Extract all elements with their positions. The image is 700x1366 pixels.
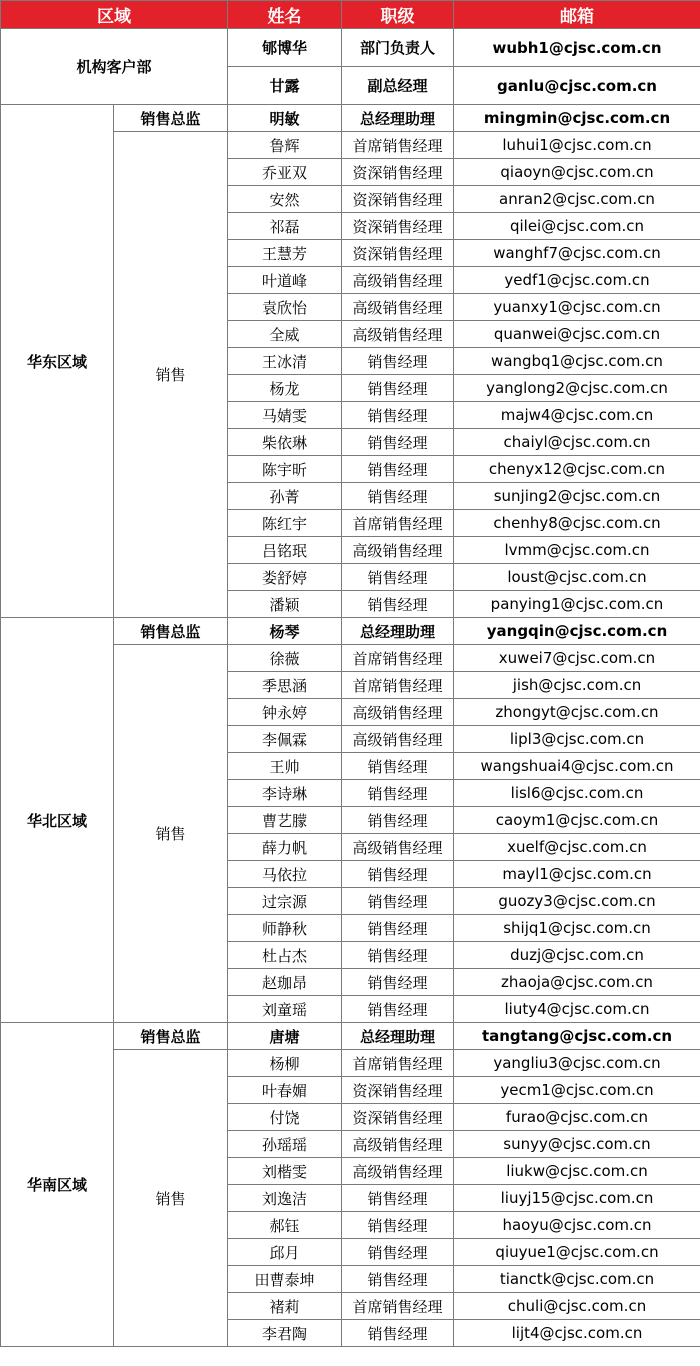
title-cell: 首席销售经理	[342, 1293, 454, 1320]
role-cell: 销售	[114, 1050, 228, 1347]
title-cell: 销售经理	[342, 564, 454, 591]
title-cell: 销售经理	[342, 1185, 454, 1212]
title-cell: 销售经理	[342, 807, 454, 834]
title-cell: 高级销售经理	[342, 699, 454, 726]
email-cell: yecm1@cjsc.com.cn	[454, 1077, 700, 1104]
name-cell: 刘楷雯	[228, 1158, 342, 1185]
title-cell: 销售经理	[342, 996, 454, 1023]
name-cell: 安然	[228, 186, 342, 213]
name-cell: 潘颖	[228, 591, 342, 618]
email-cell: luhui1@cjsc.com.cn	[454, 132, 700, 159]
title-cell: 销售经理	[342, 456, 454, 483]
title-cell: 销售经理	[342, 402, 454, 429]
email-cell: loust@cjsc.com.cn	[454, 564, 700, 591]
name-cell: 郇博华	[228, 29, 342, 67]
name-cell: 明敏	[228, 105, 342, 132]
title-cell: 销售经理	[342, 348, 454, 375]
name-cell: 季思涵	[228, 672, 342, 699]
table-row	[1, 1023, 700, 1050]
email-cell: qiuyue1@cjsc.com.cn	[454, 1239, 700, 1266]
email-cell: lipl3@cjsc.com.cn	[454, 726, 700, 753]
email-cell: yedf1@cjsc.com.cn	[454, 267, 700, 294]
title-cell: 资深销售经理	[342, 159, 454, 186]
title-cell: 高级销售经理	[342, 537, 454, 564]
email-cell: zhongyt@cjsc.com.cn	[454, 699, 700, 726]
email-cell: lijt4@cjsc.com.cn	[454, 1320, 700, 1347]
name-cell: 王慧芳	[228, 240, 342, 267]
name-cell: 李佩霖	[228, 726, 342, 753]
title-cell: 销售经理	[342, 861, 454, 888]
header-name: 姓名	[228, 1, 342, 29]
email-cell: ganlu@cjsc.com.cn	[454, 67, 700, 105]
name-cell: 叶道峰	[228, 267, 342, 294]
title-cell: 副总经理	[342, 67, 454, 105]
title-cell: 首席销售经理	[342, 672, 454, 699]
email-cell: liukw@cjsc.com.cn	[454, 1158, 700, 1185]
role-cell: 销售	[114, 645, 228, 1023]
email-cell: zhaoja@cjsc.com.cn	[454, 969, 700, 996]
email-cell: duzj@cjsc.com.cn	[454, 942, 700, 969]
name-cell: 刘童瑶	[228, 996, 342, 1023]
name-cell: 杜占杰	[228, 942, 342, 969]
name-cell: 钟永婷	[228, 699, 342, 726]
title-cell: 高级销售经理	[342, 294, 454, 321]
email-cell: chuli@cjsc.com.cn	[454, 1293, 700, 1320]
table-row	[1, 618, 700, 645]
header-region: 区域	[1, 1, 228, 29]
name-cell: 师静秋	[228, 915, 342, 942]
name-cell: 王帅	[228, 753, 342, 780]
title-cell: 首席销售经理	[342, 132, 454, 159]
name-cell: 刘逸洁	[228, 1185, 342, 1212]
email-cell: liuyj15@cjsc.com.cn	[454, 1185, 700, 1212]
email-cell: guozy3@cjsc.com.cn	[454, 888, 700, 915]
email-cell: tianctk@cjsc.com.cn	[454, 1266, 700, 1293]
title-cell: 总经理助理	[342, 105, 454, 132]
email-cell: mingmin@cjsc.com.cn	[454, 105, 700, 132]
email-cell: majw4@cjsc.com.cn	[454, 402, 700, 429]
title-cell: 资深销售经理	[342, 186, 454, 213]
title-cell: 高级销售经理	[342, 726, 454, 753]
title-cell: 资深销售经理	[342, 1104, 454, 1131]
role-cell: 销售总监	[114, 105, 228, 132]
name-cell: 孙瑶瑶	[228, 1131, 342, 1158]
title-cell: 资深销售经理	[342, 240, 454, 267]
email-cell: quanwei@cjsc.com.cn	[454, 321, 700, 348]
name-cell: 过宗源	[228, 888, 342, 915]
name-cell: 叶春媚	[228, 1077, 342, 1104]
title-cell: 高级销售经理	[342, 834, 454, 861]
table-row	[1, 105, 700, 132]
header-title: 职级	[342, 1, 454, 29]
email-cell: anran2@cjsc.com.cn	[454, 186, 700, 213]
name-cell: 吕铭珉	[228, 537, 342, 564]
title-cell: 高级销售经理	[342, 321, 454, 348]
email-cell: mayl1@cjsc.com.cn	[454, 861, 700, 888]
title-cell: 销售经理	[342, 942, 454, 969]
name-cell: 薛力帆	[228, 834, 342, 861]
name-cell: 田曹泰坤	[228, 1266, 342, 1293]
email-cell: liuty4@cjsc.com.cn	[454, 996, 700, 1023]
email-cell: panying1@cjsc.com.cn	[454, 591, 700, 618]
name-cell: 鲁辉	[228, 132, 342, 159]
table-body	[1, 29, 700, 1347]
email-cell: caoym1@cjsc.com.cn	[454, 807, 700, 834]
name-cell: 甘露	[228, 67, 342, 105]
email-cell: sunjing2@cjsc.com.cn	[454, 483, 700, 510]
email-cell: qilei@cjsc.com.cn	[454, 213, 700, 240]
email-cell: yangliu3@cjsc.com.cn	[454, 1050, 700, 1077]
table-row	[1, 29, 700, 67]
region-cell: 机构客户部	[1, 29, 228, 105]
title-cell: 销售经理	[342, 915, 454, 942]
email-cell: wangbq1@cjsc.com.cn	[454, 348, 700, 375]
email-cell: jish@cjsc.com.cn	[454, 672, 700, 699]
title-cell: 销售经理	[342, 1212, 454, 1239]
title-cell: 高级销售经理	[342, 267, 454, 294]
name-cell: 赵珈昂	[228, 969, 342, 996]
email-cell: shijq1@cjsc.com.cn	[454, 915, 700, 942]
title-cell: 销售经理	[342, 591, 454, 618]
title-cell: 销售经理	[342, 888, 454, 915]
email-cell: wangshuai4@cjsc.com.cn	[454, 753, 700, 780]
header-email: 邮箱	[454, 1, 700, 29]
name-cell: 李君陶	[228, 1320, 342, 1347]
email-cell: chenyx12@cjsc.com.cn	[454, 456, 700, 483]
title-cell: 总经理助理	[342, 618, 454, 645]
region-cell: 华南区域	[1, 1023, 114, 1347]
table-header	[1, 1, 700, 29]
name-cell: 袁欣怡	[228, 294, 342, 321]
name-cell: 郝钰	[228, 1212, 342, 1239]
title-cell: 销售经理	[342, 780, 454, 807]
title-cell: 高级销售经理	[342, 1131, 454, 1158]
title-cell: 总经理助理	[342, 1023, 454, 1050]
email-cell: sunyy@cjsc.com.cn	[454, 1131, 700, 1158]
role-cell: 销售	[114, 132, 228, 618]
name-cell: 杨龙	[228, 375, 342, 402]
email-cell: tangtang@cjsc.com.cn	[454, 1023, 700, 1050]
name-cell: 乔亚双	[228, 159, 342, 186]
name-cell: 杨柳	[228, 1050, 342, 1077]
title-cell: 销售经理	[342, 753, 454, 780]
region-cell: 华东区域	[1, 105, 114, 618]
name-cell: 李诗琳	[228, 780, 342, 807]
name-cell: 马依拉	[228, 861, 342, 888]
email-cell: yanglong2@cjsc.com.cn	[454, 375, 700, 402]
name-cell: 褚莉	[228, 1293, 342, 1320]
email-cell: wubh1@cjsc.com.cn	[454, 29, 700, 67]
email-cell: yuanxy1@cjsc.com.cn	[454, 294, 700, 321]
region-cell: 华北区域	[1, 618, 114, 1023]
email-cell: qiaoyn@cjsc.com.cn	[454, 159, 700, 186]
name-cell: 祁磊	[228, 213, 342, 240]
name-cell: 孙菁	[228, 483, 342, 510]
email-cell: lisl6@cjsc.com.cn	[454, 780, 700, 807]
title-cell: 资深销售经理	[342, 1077, 454, 1104]
email-cell: lvmm@cjsc.com.cn	[454, 537, 700, 564]
title-cell: 首席销售经理	[342, 510, 454, 537]
name-cell: 付饶	[228, 1104, 342, 1131]
title-cell: 销售经理	[342, 429, 454, 456]
title-cell: 销售经理	[342, 483, 454, 510]
name-cell: 王冰清	[228, 348, 342, 375]
name-cell: 陈宇昕	[228, 456, 342, 483]
email-cell: furao@cjsc.com.cn	[454, 1104, 700, 1131]
name-cell: 杨琴	[228, 618, 342, 645]
name-cell: 唐塘	[228, 1023, 342, 1050]
email-cell: xuwei7@cjsc.com.cn	[454, 645, 700, 672]
email-cell: haoyu@cjsc.com.cn	[454, 1212, 700, 1239]
title-cell: 销售经理	[342, 1266, 454, 1293]
name-cell: 柴依琳	[228, 429, 342, 456]
name-cell: 曹艺朦	[228, 807, 342, 834]
title-cell: 首席销售经理	[342, 1050, 454, 1077]
title-cell: 销售经理	[342, 375, 454, 402]
title-cell: 资深销售经理	[342, 213, 454, 240]
email-cell: wanghf7@cjsc.com.cn	[454, 240, 700, 267]
title-cell: 高级销售经理	[342, 1158, 454, 1185]
header-row	[1, 1, 700, 29]
name-cell: 娄舒婷	[228, 564, 342, 591]
email-cell: yangqin@cjsc.com.cn	[454, 618, 700, 645]
name-cell: 徐薇	[228, 645, 342, 672]
title-cell: 销售经理	[342, 1239, 454, 1266]
name-cell: 马婧雯	[228, 402, 342, 429]
name-cell: 邱月	[228, 1239, 342, 1266]
role-cell: 销售总监	[114, 1023, 228, 1050]
role-cell: 销售总监	[114, 618, 228, 645]
title-cell: 销售经理	[342, 1320, 454, 1347]
name-cell: 全威	[228, 321, 342, 348]
email-cell: chenhy8@cjsc.com.cn	[454, 510, 700, 537]
email-cell: chaiyl@cjsc.com.cn	[454, 429, 700, 456]
email-cell: xuelf@cjsc.com.cn	[454, 834, 700, 861]
name-cell: 陈红宇	[228, 510, 342, 537]
title-cell: 部门负责人	[342, 29, 454, 67]
title-cell: 销售经理	[342, 969, 454, 996]
title-cell: 首席销售经理	[342, 645, 454, 672]
